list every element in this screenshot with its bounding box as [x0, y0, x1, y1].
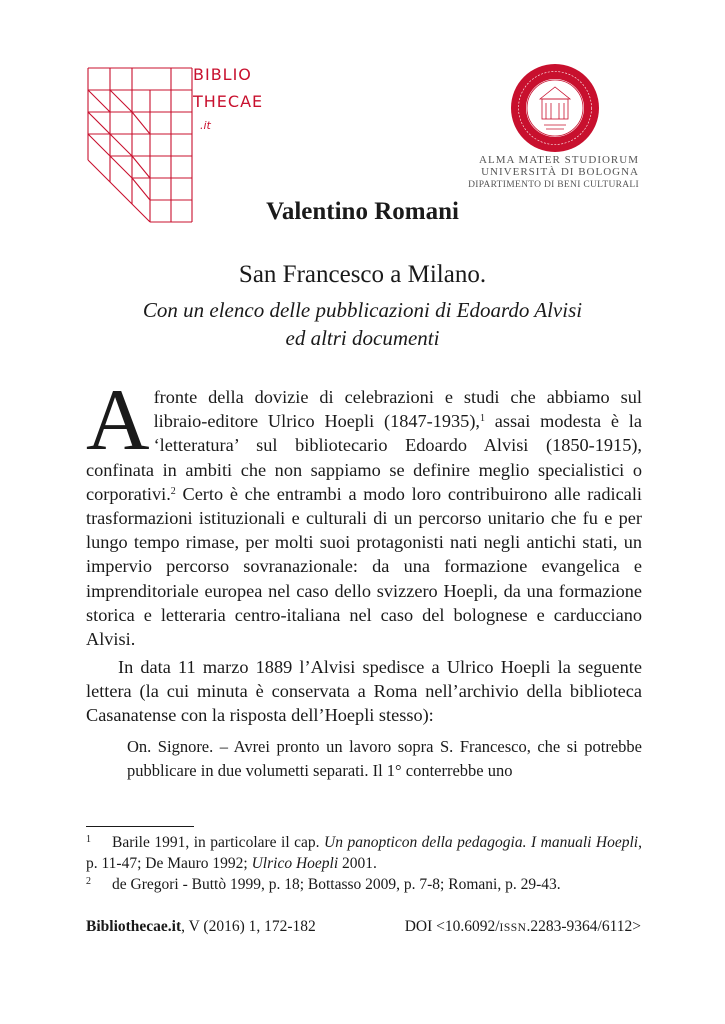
doi-prefix: DOI <10.6092/	[404, 918, 500, 935]
article-subtitle-line2: ed altri documenti	[285, 326, 440, 350]
article-title: San Francesco a Milano.	[238, 261, 487, 288]
footnote-1: 1 Barile 1991, in particolare il cap. Un panopticon della pedagogia. I manuali Hoepli, p. 11-47; De Mauro 1992; Ulrico Hoepli 2001.	[86, 834, 642, 872]
drop-cap: A	[86, 372, 150, 469]
author-name: Valentino Romani	[266, 198, 459, 225]
footnote-1-title: Un panopticon della pedagogia. I manuali Hoepli	[324, 834, 639, 851]
body-paragraph-2: In data 11 marzo 1889 l’Alvisi spedisce a Ulrico Hoepli la seguente lettera (la cui minuta è conservata a Roma nell’archivio della biblioteca Casanatense con la risposta dell’Hoepli stesso):	[86, 657, 642, 726]
doi-suffix: .2283-9364/6112>	[526, 918, 641, 935]
paragraph-1-text-a: fronte della dovizie di celebrazioni e studi che abbiamo sul libraio-editore Ulrico Hoepli (1847-1935),	[153, 387, 642, 432]
doi-issn: ISSN	[499, 922, 527, 934]
article-subtitle-line1: Con un elenco delle pubblicazioni di Edoardo Alvisi	[142, 298, 583, 322]
footnote-2: 2 de Gregori - Buttò 1999, p. 18; Bottasso 2009, p. 7-8; Romani, p. 29-43.	[86, 876, 561, 893]
university-name-line1: ALMA MATER STUDIORUM	[479, 154, 639, 166]
footnote-2-text: de Gregori - Buttò 1999, p. 18; Bottasso 2009, p. 7-8; Romani, p. 29-43.	[112, 876, 561, 893]
university-name-line2: UNIVERSITÀ DI BOLOGNA	[481, 166, 639, 178]
footnote-ref-2[interactable]: 2	[170, 485, 176, 497]
logo-text-biblio: BIBLIO	[193, 65, 252, 84]
letter-quote: On. Signore. – Avrei pronto un lavoro sopra S. Francesco, che si potrebbe pubblicare in due volumetti separati. Il 1° conterrebbe uno	[127, 737, 642, 780]
footnote-1-text-c: , p. 11-47; De Mauro 1992;	[86, 834, 642, 872]
logo-text-thecae: THECAE	[193, 92, 264, 111]
footnote-ref-1[interactable]: 1	[479, 413, 485, 425]
footnote-1-text-a: Barile 1991, in particolare il cap.	[112, 834, 325, 851]
body-paragraph-1	[86, 372, 642, 651]
journal-issue: , V (2016) 1, 172-182	[181, 918, 316, 935]
doi-reference[interactable]	[405, 918, 641, 936]
paragraph-1-text-c: Certo è che entrambi a modo loro contribuirono alle radicali trasformazioni istituzionali e culturali di un percorso unitario che fu e per lungo tempo rimase, per molti suoi protagonisti nati negli antichi stati, un impervio percorso sovranazionale: da una formazione evangelica e imprenditoriale europea nel caso dello svizzero Hoepli, da una formazione storica e letteraria centro-italiana nel caso del bolognese e carducciano Alvisi.	[86, 483, 642, 650]
footnote-1-text-e: 2001.	[338, 855, 377, 872]
journal-name: Bibliothecae.it	[86, 918, 182, 935]
paragraph-1-text-b: assai modesta è la ‘letteratura’ sul bibliotecario Edoardo Alvisi (1850-1915), confinata in ambiti che non sappiamo se definire meglio specialistici o corporativi.	[86, 411, 642, 504]
footnote-1-title-2: Ulrico Hoepli	[251, 855, 339, 872]
journal-citation	[86, 918, 316, 936]
footnote-divider	[86, 826, 194, 827]
logo-text-it: .it	[200, 119, 211, 132]
university-seal-icon	[510, 63, 600, 153]
department-name: DIPARTIMENTO DI BENI CULTURALI	[468, 180, 639, 190]
